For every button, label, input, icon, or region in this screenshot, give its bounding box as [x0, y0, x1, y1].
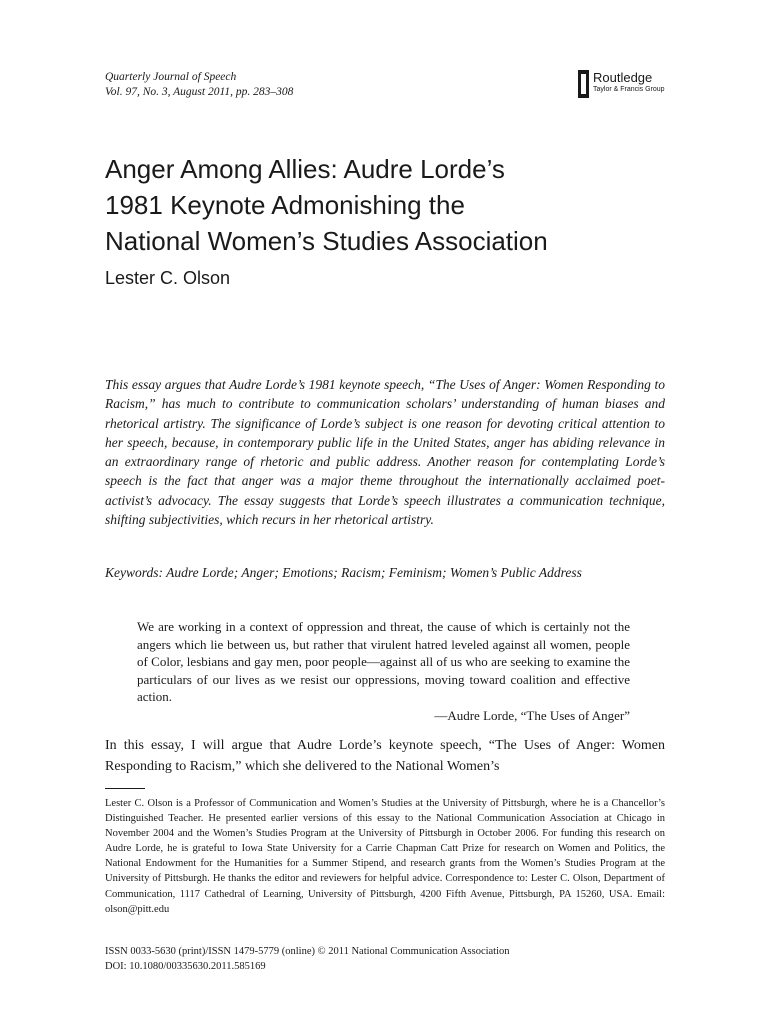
- title-line: National Women’s Studies Association: [105, 226, 548, 256]
- article-author: Lester C. Olson: [105, 268, 231, 288]
- epigraph-attribution: —Audre Lorde, “The Uses of Anger”: [434, 708, 630, 723]
- abstract: This essay argues that Audre Lorde’s 1981 keynote speech, “The Uses of Anger: Women Responding to Racism,” has much to contribute to communication scholars’ understanding of human biases and rhetorical artistry. The significance of Lorde’s subject is one reason for devoting critical attention to her speech, because, in contemporary public life in the United States, anger has abiding relevance in an extraordinary range of rhetoric and public address. Another reason for contemplating Lorde’s speech is the fact that anger was a major theme throughout the internationally acclaimed poet-activist’s advocacy. The essay suggests that Lorde’s speech illustrates a communication technique, shifting subjectivities, which recurs in her rhetorical artistry.: [105, 377, 665, 528]
- epigraph-quote: We are working in a context of oppression and threat, the cause of which is certainly not the angers which lie between us, but rather that virulent hatred leveled against all women, people of Color, lesbians and gay men, poor people—against all of us who are seeking to examine the particulars of our lives as we resist our oppressions, moving toward coalition and effective action.: [137, 619, 630, 705]
- journal-name: Quarterly Journal of Speech: [105, 71, 237, 83]
- publisher-name: Routledge: [593, 70, 653, 85]
- publisher-logo: [578, 70, 665, 98]
- article-title: [105, 151, 705, 259]
- publication-info: [105, 945, 665, 974]
- routledge-icon: [578, 70, 589, 98]
- journal-issue: Vol. 97, No. 3, August 2011, pp. 283–308: [105, 86, 294, 98]
- issn-line: ISSN 0033-5630 (print)/ISSN 1479-5779 (online) © 2011 National Communication Association: [105, 946, 510, 957]
- title-line: Anger Among Allies: Audre Lorde’s: [105, 154, 505, 184]
- author-footnote: Lester C. Olson is a Professor of Communication and Women’s Studies at the University of Pittsburgh, where he is a Chancellor’s Distinguished Teacher. He presented earlier versions of this essay to the National Communication Association at Chicago in November 2004 and the Women’s Studies Program at the University of Pittsburgh in October 2006. For funding this research on Audre Lorde, he is grateful to Iowa State University for a Carrie Chapman Catt Prize for research on Women and Politics, the National Endowment for the Humanities for a Summer Stipend, and research grants from the Women’s Studies Program at the University of Pittsburgh. He thanks the editor and reviewers for helpful advice. Correspondence to: Lester C. Olson, Department of Communication, 1117 Cathedral of Learning, University of Pittsburgh, 4200 Fifth Avenue, Pittsburgh, PA 15260, USA. Email: olson@pitt.edu: [105, 798, 665, 915]
- publisher-subtitle: Taylor & Francis Group: [593, 86, 665, 93]
- doi-line: DOI: 10.1080/00335630.2011.585169: [105, 960, 266, 972]
- body-paragraph: In this essay, I will argue that Audre Lorde’s keynote speech, “The Uses of Anger: Women Responding to Racism,” which she delivered to the National Women’s: [105, 738, 665, 774]
- footnote-rule: [105, 788, 145, 789]
- keywords: Keywords: Audre Lorde; Anger; Emotions; Racism; Feminism; Women’s Public Address: [105, 565, 582, 580]
- journal-header: [105, 70, 293, 100]
- title-line: 1981 Keynote Admonishing the: [105, 190, 465, 220]
